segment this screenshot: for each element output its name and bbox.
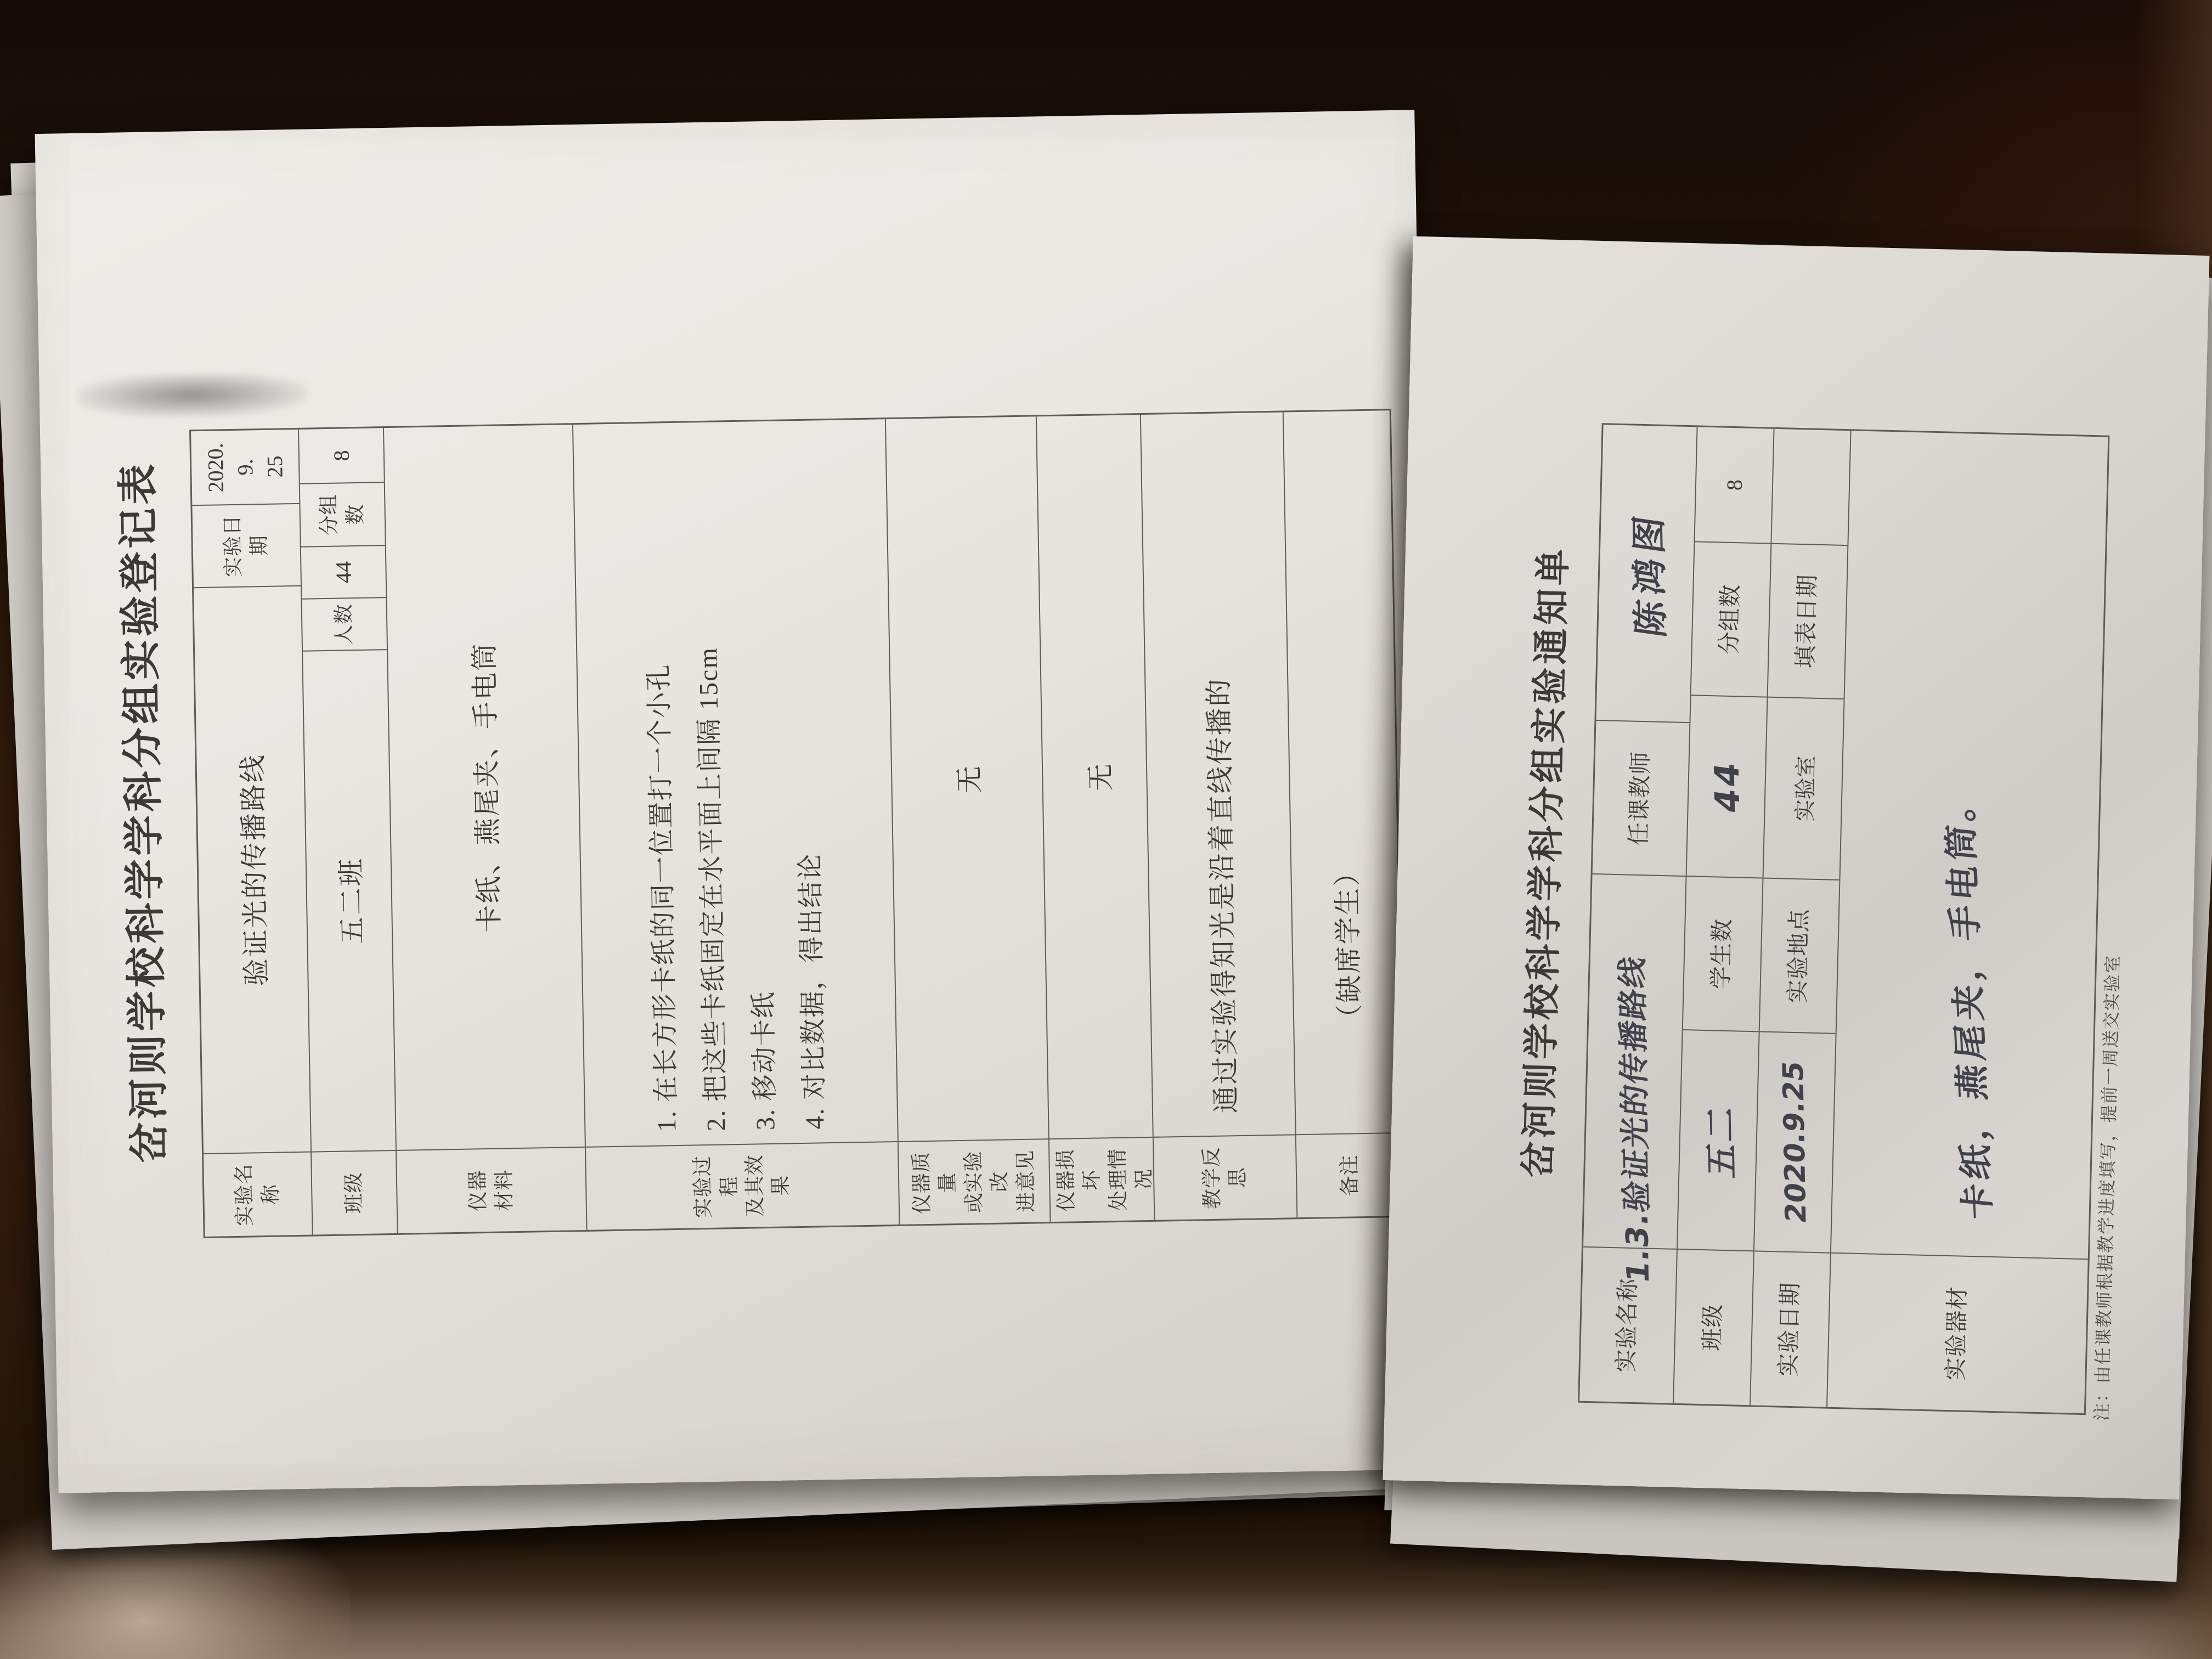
label-experiment-date: 实验日期 [1776, 1282, 1804, 1377]
label-location: 实验地点 [1760, 879, 1839, 1034]
right-form-content [1383, 236, 2210, 1500]
value-location: 实验室 [1764, 698, 1844, 881]
handwritten-experiment-name: 1.3.验证光的传播路线 [1615, 953, 1657, 1286]
registration-table [189, 409, 1405, 1238]
label-experiment-name: 实验名称 [233, 1163, 283, 1227]
value-teacher-handwritten [1596, 425, 1696, 723]
label-class: 班级 [342, 1171, 366, 1214]
handwritten-equipment: 卡纸，燕尾夹，手电筒。 [1939, 779, 1999, 1222]
table-row-equipment [1826, 431, 2108, 1413]
label-procedure-line2: 及其效果 [743, 1154, 793, 1217]
label-group-count: 分组数 [300, 483, 385, 548]
date-line2: 25 [262, 455, 287, 478]
label-teaching-reflection: 教学反思 [1200, 1146, 1250, 1210]
handwritten-class: 五二 [1700, 1101, 1742, 1180]
value-teaching-reflection: 通过实验得知光是沿着直线传播的 [1141, 413, 1295, 1138]
label-equipment [397, 1148, 586, 1233]
value-damage: 无 [1037, 415, 1160, 1139]
left-form-content [35, 110, 1438, 1493]
label-procedure-line1: 实验过程 [691, 1155, 741, 1218]
table-row-procedure [572, 419, 899, 1230]
left-form-title: 岔河则学校科学学科分组实验登记表 [116, 460, 173, 1164]
label-damage-line1: 仪器损坏 [1054, 1149, 1104, 1212]
label-experiment-date: 实验日期 [192, 504, 301, 588]
value-class-handwritten [1678, 1030, 1759, 1251]
label-student-count: 人数 [302, 598, 387, 652]
right-form-title: 岔河则学校科学学科分组实验通知单 [1519, 545, 1575, 1178]
procedure-step-1: 1. 在长方形卡纸的同一位置打一个小孔 [644, 663, 682, 1132]
label-experiment-name: 实验名称 [1613, 1278, 1641, 1373]
label-student-count: 学生数 [1683, 877, 1763, 1032]
right-form-footnote: 注：由任课教师根据教学进度填写，提前一周送交实验室 [2091, 954, 2123, 1421]
label-equipment-quality-line3: 进意见 [1014, 1149, 1038, 1213]
value-group-count: 8 [1695, 427, 1773, 544]
label-remarks: 备注 [1338, 1154, 1362, 1197]
table-row-equipment-quality [885, 416, 1050, 1224]
value-experiment-name-handwritten [1583, 874, 1686, 1286]
value-equipment: 卡纸、燕尾夹、手电筒 [384, 425, 585, 1151]
value-experiment-date-handwritten [1754, 1032, 1836, 1253]
table-row-equipment [383, 425, 586, 1233]
label-class: 班级 [1700, 1304, 1726, 1352]
value-student-count: 44 [301, 546, 386, 600]
value-group-count: 8 [299, 428, 384, 484]
left-paper-registration-form [35, 110, 1438, 1493]
notice-table [1578, 423, 2109, 1415]
table-row-remarks [1283, 410, 1404, 1217]
label-equipment-line2: 材料 [493, 1169, 516, 1211]
value-class: 五二班 [303, 650, 396, 1153]
value-experiment-name: 验证光的传播路线 [194, 586, 311, 1154]
table-row-reflection [1140, 413, 1297, 1220]
label-damage [1049, 1138, 1161, 1222]
label-fill-date: 填表日期 [1768, 544, 1848, 699]
value-equipment-quality: 无 [886, 416, 1048, 1142]
table-row-damage [1036, 415, 1154, 1222]
handwritten-student-count: 44 [1706, 758, 1747, 816]
label-equipment-quality [899, 1139, 1050, 1224]
handwritten-teacher-name: 陈鸿图 [1627, 507, 1672, 640]
label-equipment-quality-line2: 或实验改 [962, 1150, 1012, 1214]
procedure-step-2: 2. 把这些卡纸固定在水平面上间隔 15cm [693, 646, 731, 1132]
table-row-experiment-name [191, 430, 312, 1237]
value-remarks: （缺席学生） [1284, 410, 1402, 1135]
label-group-count: 分组数 [1691, 542, 1771, 697]
label-teacher: 任课教师 [1593, 721, 1690, 877]
date-line1: 2020. 9. [202, 443, 257, 493]
value-equipment-handwritten [1831, 431, 2108, 1260]
right-paper-notice-form [1383, 236, 2210, 1500]
label-equipment-quality-line1: 仪器质量 [910, 1151, 960, 1215]
value-student-count-handwritten [1687, 696, 1767, 878]
label-procedure [586, 1142, 899, 1230]
table-row-class [298, 428, 397, 1234]
handwritten-experiment-date: 2020.9.25 [1777, 1059, 1813, 1226]
label-equipment: 实验器材 [1943, 1285, 1971, 1381]
value-procedure-steps [573, 419, 898, 1148]
procedure-step-4: 4. 对比数据，得出结论 [795, 853, 830, 1130]
value-experiment-date [191, 430, 299, 506]
label-equipment-line1: 仪器 [466, 1169, 490, 1212]
label-damage-line2: 处理情况 [1106, 1148, 1156, 1211]
procedure-step-3: 3. 移动卡纸 [749, 990, 781, 1131]
value-fill-date-empty [1771, 429, 1850, 546]
smudge-mark [76, 371, 307, 419]
